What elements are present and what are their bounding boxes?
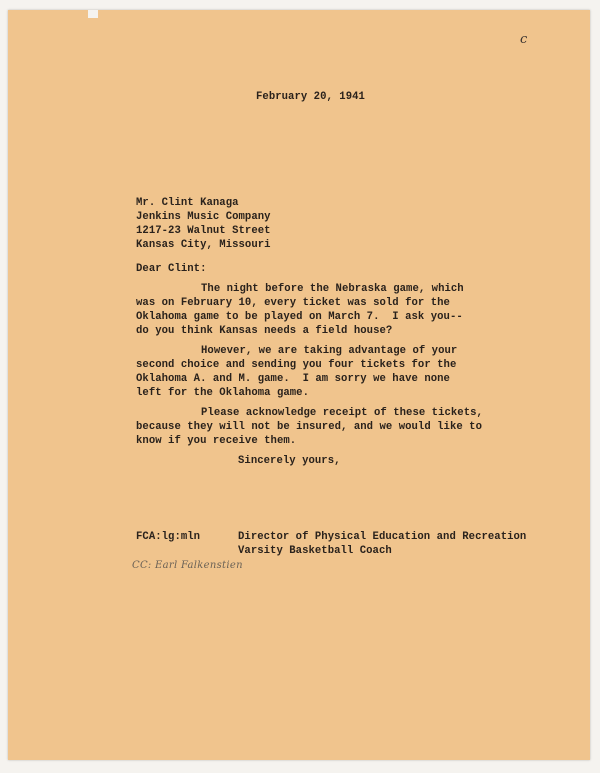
signature-title-line: Varsity Basketball Coach bbox=[238, 545, 392, 557]
body-line: was on February 10, every ticket was sold for the bbox=[136, 297, 450, 309]
letter-date: February 20, 1941 bbox=[256, 91, 365, 103]
body-line: know if you receive them. bbox=[136, 435, 297, 447]
body-line: second choice and sending you four tickets for the bbox=[136, 359, 457, 371]
body-line: because they will not be insured, and we would like to bbox=[136, 421, 482, 433]
body-line: left for the Oklahoma game. bbox=[136, 387, 309, 399]
address-line: Kansas City, Missouri bbox=[136, 239, 271, 251]
handwritten-cc-note: CC: Earl Falkenstien bbox=[132, 560, 243, 571]
page-corner-tear bbox=[88, 10, 98, 18]
body-line: Oklahoma A. and M. game. I am sorry we have none bbox=[136, 373, 450, 385]
body-line: do you think Kansas needs a field house? bbox=[136, 325, 393, 337]
signature-title-line: Director of Physical Education and Recreation bbox=[238, 531, 527, 543]
closing: Sincerely yours, bbox=[238, 455, 341, 467]
body-line: Oklahoma game to be played on March 7. I ask you-- bbox=[136, 311, 463, 323]
address-line: Jenkins Music Company bbox=[136, 211, 271, 223]
handwritten-corner-mark: c bbox=[520, 32, 528, 47]
salutation: Dear Clint: bbox=[136, 263, 207, 275]
typist-initials: FCA:lg:mln bbox=[136, 531, 201, 543]
body-line: Please acknowledge receipt of these tickets, bbox=[201, 407, 483, 419]
address-line: Mr. Clint Kanaga bbox=[136, 197, 239, 209]
body-line: The night before the Nebraska game, which bbox=[201, 283, 464, 295]
address-line: 1217-23 Walnut Street bbox=[136, 225, 271, 237]
body-line: However, we are taking advantage of your bbox=[201, 345, 458, 357]
